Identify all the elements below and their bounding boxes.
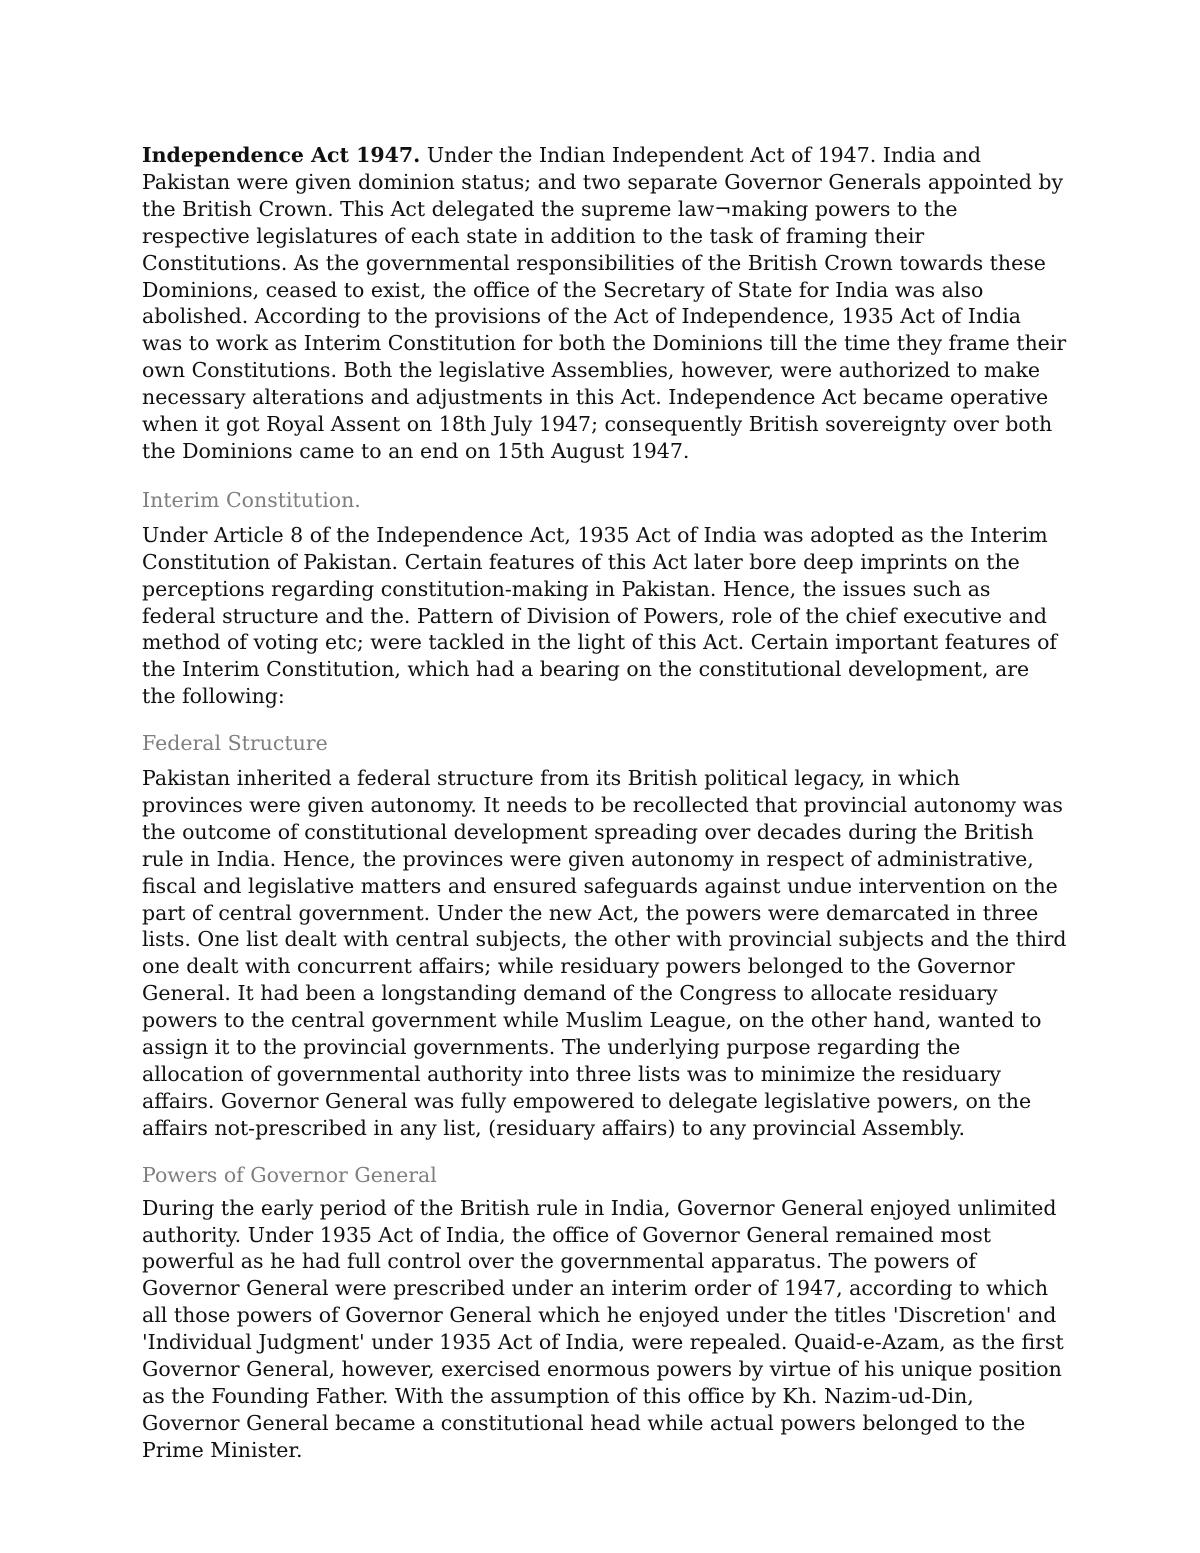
paragraph-powers-of-governor-general: During the early period of the British rule in India, Governor General enjoyed unlimited authority. Under 1935 Act of India, the office of Governor General remained most powerful as he had full control over the governmental apparatus. The powers of Governor General were prescribed under an interim order of 1947, according to which all those powers of Governor General which he enjoyed under the titles 'Discretion' and 'Individual Judgment' under 1935 Act of India, were repealed. Quaid-e-Azam, as the first Governor General, however, exercised enormous powers by virtue of his unique position as the Founding Father. With the assumption of this office by Kh. Nazim-ud-Din, Governor General became a constitutional head while actual powers belonged to the Prime Minister. xyxy=(142,1195,1064,1462)
heading-federal-structure: Federal Structure xyxy=(142,731,328,756)
paragraph-federal-structure: Pakistan inherited a federal structure from its British political legacy, in which provinces were given autonomy. It needs to be recollected that provincial autonomy was the outcome of constitutional development spreading over decades during the British rule in India. Hence, the provinces were given autonomy in respect of administrative, fiscal and legislative matters and ensured safeguards against undue intervention on the part of central government. Under the new Act, the powers were demarcated in three lists. One list dealt with central subjects, the other with provincial subjects and the third one dealt with concurrent affairs; while residuary powers belonged to the Governor General. It had been a longstanding demand of the Congress to allocate residuary powers to the central government while Muslim League, on the other hand, wanted to assign it to the provincial governments. The underlying purpose regarding the allocation of governmental authority into three lists was to minimize the residuary affairs. Governor General was fully empowered to delegate legislative powers, on the affairs not-prescribed in any list, (residuary affairs) to any provincial Assembly. xyxy=(142,766,1067,1140)
intro-paragraph xyxy=(142,142,1067,465)
intro-text: Under the Indian Independent Act of 1947. India and Pakistan were given dominion status; and two separate Governor Generals appointed by the British Crown. This Act delegated the supreme law¬making powers to the respective legislatures of each state in addition to the task of framing their Constitutions. As the governmental responsibilities of the British Crown towards these Dominions, ceased to exist, the office of the Secretary of State for India was also abolished. According to the provisions of the Act of Independence, 1935 Act of India was to work as Interim Constitution for both the Dominions till the time they frame their own Constitutions. Both the legislative Assemblies, however, were authorized to make necessary alterations and adjustments in this Act. Independence Act became operative when it got Royal Assent on 18th July 1947; consequently British sovereignty over both the Dominions came to an end on 15th August 1947. xyxy=(142,143,1067,463)
heading-powers-of-governor-general: Powers of Governor General xyxy=(142,1162,437,1187)
document-page xyxy=(142,142,1067,1464)
intro-lead: Independence Act 1947. xyxy=(142,143,421,167)
heading-interim-constitution: Interim Constitution. xyxy=(142,487,361,512)
paragraph-interim-constitution: Under Article 8 of the Independence Act, 1935 Act of India was adopted as the Interim Constitution of Pakistan. Certain features of this Act later bore deep imprints on the perceptions regarding constitution-making in Pakistan. Hence, the issues such as federal structure and the. Pattern of Division of Powers, role of the chief executive and method of voting etc; were tackled in the light of this Act. Certain important features of the Interim Constitution, which had a bearing on the constitutional development, are the following: xyxy=(142,522,1057,709)
